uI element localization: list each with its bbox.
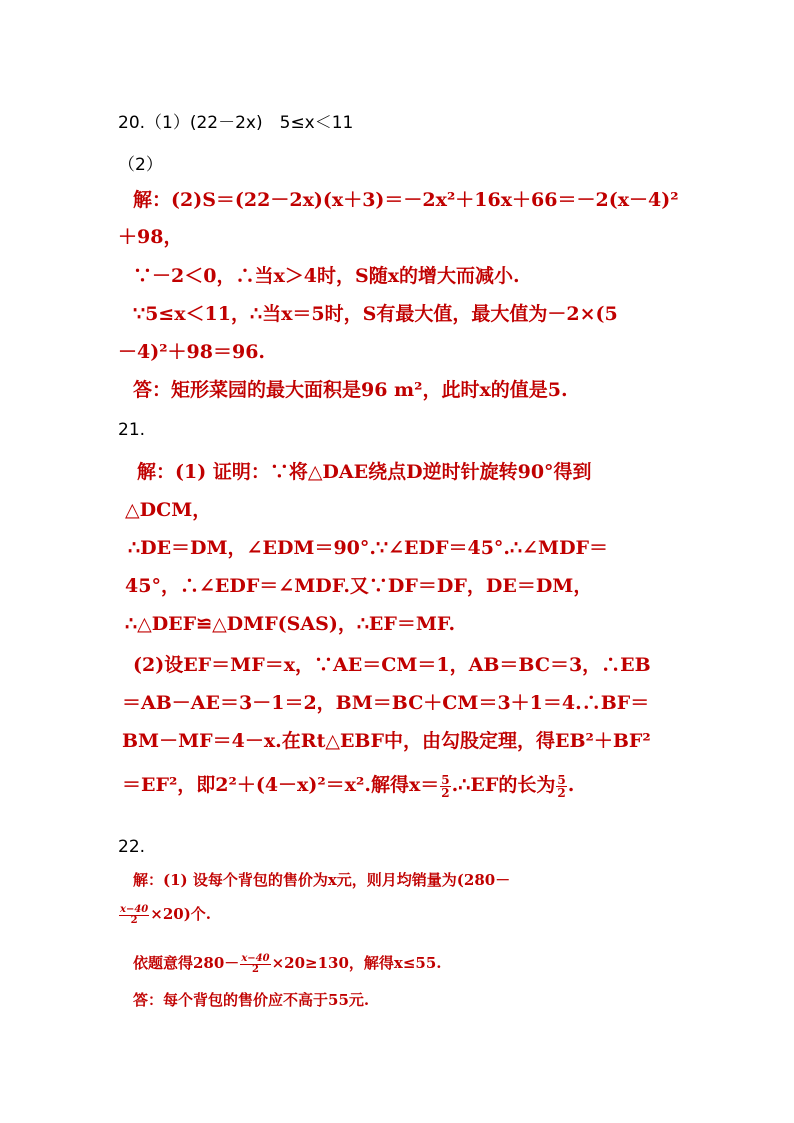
q20-part1: 20.（1）(22－2x) 5≤x＜11	[118, 113, 354, 133]
q22-number: 22.	[118, 837, 146, 857]
q20-line3: ∵－2＜0，∴当x＞4时，S随x的增大而减小.	[133, 265, 520, 287]
fraction	[119, 905, 149, 926]
q22-line3-part-a: 依题意得280－	[133, 954, 240, 972]
q21-line4: 45°，∴∠EDF＝∠MDF.又∵DF＝DF，DE＝DM，	[125, 575, 593, 597]
q20-line5: －4)²＋98＝96.	[118, 341, 266, 363]
q22-line3	[133, 952, 442, 975]
q21-line9-part-c: .	[567, 774, 575, 796]
fraction-denominator: 2	[251, 963, 259, 975]
q20-line6: 答：矩形菜园的最大面积是96 m²，此时x的值是5.	[133, 379, 568, 401]
q22-line1: 解：(1) 设每个背包的售价为x元，则月均销量为(280－	[133, 871, 511, 889]
fraction-numerator: 5	[441, 772, 450, 787]
q22-line4: 答：每个背包的售价应不高于55元.	[133, 991, 370, 1009]
fraction-numerator: x−40	[120, 903, 149, 915]
q22-line2	[118, 903, 211, 926]
fraction	[440, 774, 450, 799]
q22-line3-part-b: ×20≥130，解得x≤55.	[271, 954, 442, 972]
q21-line5: ∴△DEF≌△DMF(SAS)，∴EF＝MF.	[125, 613, 456, 635]
q20-line4: ∵5≤x＜11，∴当x＝5时，S有最大值，最大值为－2×(5	[133, 303, 618, 325]
fraction-denominator: 2	[130, 914, 138, 926]
q21-line6: (2)设EF＝MF＝x，∵AE＝CM＝1，AB＝BC＝3，∴EB	[133, 654, 651, 676]
fraction-denominator: 2	[441, 785, 450, 800]
q21-line2: △DCM，	[125, 499, 212, 521]
fraction-denominator: 2	[557, 785, 566, 800]
q20-line1: 解：(2)S＝(22－2x)(x＋3)＝－2x²＋16x＋66＝－2(x－4)²	[133, 189, 679, 211]
q21-line9	[122, 770, 574, 799]
q21-line8: BM－MF＝4－x.在Rt△EBF中，由勾股定理，得EB²＋BF²	[122, 730, 651, 752]
q21-line9-part-b: .∴EF的长为	[451, 774, 556, 796]
q21-number: 21.	[118, 420, 146, 440]
q21-line9-part-a: ＝EF²，即2²＋(4－x)²＝x².解得x＝	[122, 774, 440, 796]
fraction-numerator: 5	[557, 772, 566, 787]
q22-line2-rest: ×20)个.	[150, 905, 212, 923]
fraction-numerator: x−40	[241, 952, 270, 964]
q21-line3: ∴DE＝DM，∠EDM＝90°.∵∠EDF＝45°.∴∠MDF＝	[128, 537, 609, 559]
fraction	[556, 774, 566, 799]
q21-line1: 解：(1) 证明：∵将△DAE绕点D逆时针旋转90°得到	[137, 461, 592, 483]
q20-line2: ＋98，	[118, 226, 183, 248]
fraction	[240, 954, 270, 975]
q21-line7: ＝AB－AE＝3－1＝2，BM＝BC＋CM＝3＋1＝4.∴BF＝	[122, 692, 650, 714]
q20-part2-label: （2）	[118, 155, 163, 175]
